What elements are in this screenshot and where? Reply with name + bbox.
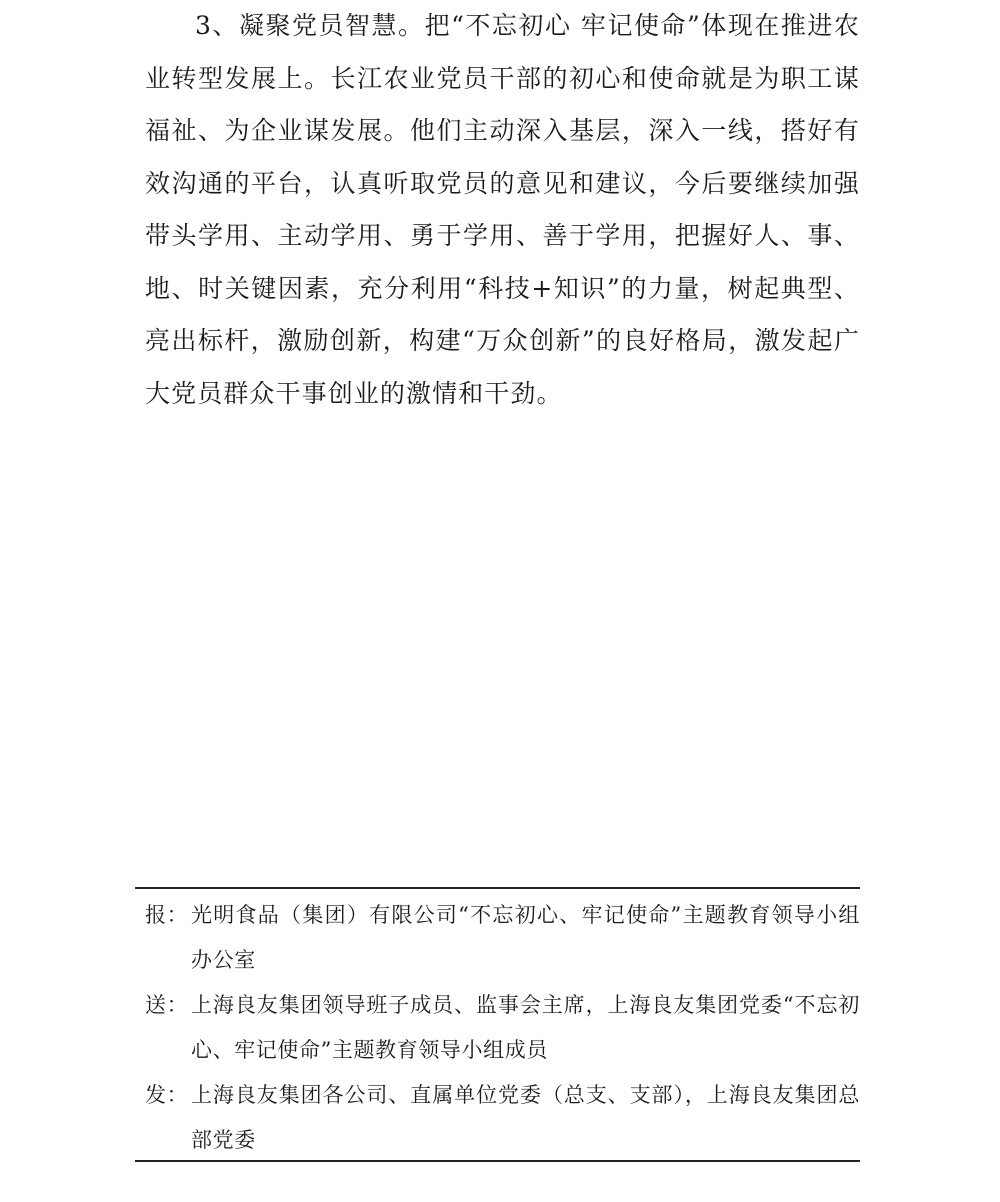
issue-to-entry <box>145 1073 860 1163</box>
distribution-bottom-rule <box>135 1160 860 1162</box>
send-to-entry <box>145 983 860 1073</box>
send-to-label: 送： <box>145 993 189 1017</box>
send-to-text: 上海良友集团领导班子成员、监事会主席，上海良友集团党委“不忘初心、牢记使命”主题教育领导小组成员 <box>191 993 860 1062</box>
distribution-top-rule <box>135 887 860 889</box>
report-to-label: 报： <box>145 903 189 927</box>
body-paragraph: 3、凝聚党员智慧。把“不忘初心 牢记使命”体现在推进农业转型发展上。长江农业党员干部的初心和使命就是为职工谋福祉、为企业谋发展。他们主动深入基层，深入一线，搭好有效沟通的平台，认真听取党员的意见和建议，今后要继续加强带头学用、主动学用、勇于学用、善于学用，把握好人、事、地、时关键因素，充分利用“科技+知识”的力量，树起典型、亮出标杆，激励创新，构建“万众创新”的良好格局，激发起广大党员群众干事创业的激情和干劲。 <box>145 11 860 408</box>
issue-to-label: 发： <box>145 1083 189 1107</box>
report-to-text: 光明食品（集团）有限公司“不忘初心、牢记使命”主题教育领导小组办公室 <box>191 903 860 972</box>
distribution-block <box>145 893 860 1163</box>
report-to-entry <box>145 893 860 983</box>
issue-to-text: 上海良友集团各公司、直属单位党委（总支、支部），上海良友集团总部党委 <box>191 1083 860 1152</box>
